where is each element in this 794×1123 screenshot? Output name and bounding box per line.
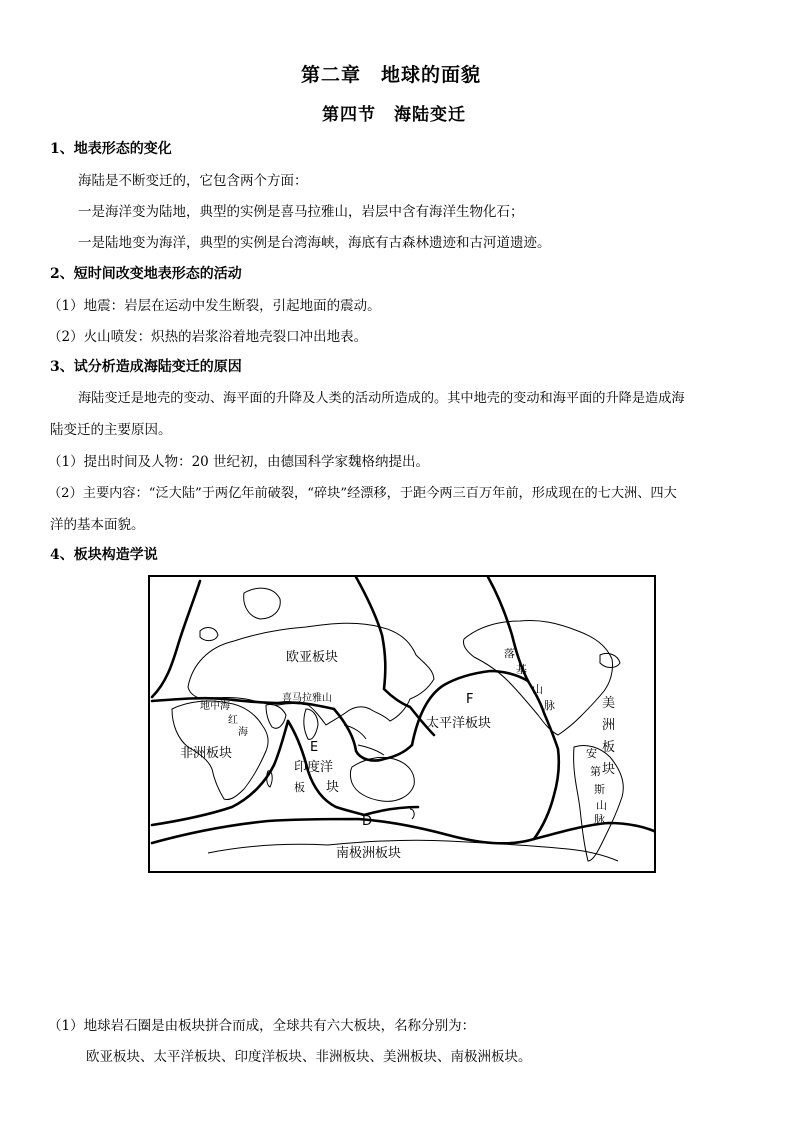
- label-rockies-3: 山: [532, 683, 543, 696]
- label-american-1: 美: [602, 696, 616, 711]
- label-red-sea-1: 红: [228, 715, 238, 726]
- label-andes-5: 脉: [594, 813, 605, 826]
- label-andes-1: 安: [586, 747, 597, 760]
- label-rockies-2: 基: [516, 663, 527, 676]
- label-mediterranean: 地中海: [200, 701, 230, 712]
- s3-para-line2: 陆变迁的主要原因。: [50, 422, 172, 438]
- s1-line1: 一是海洋变为陆地，典型的实例是喜马拉雅山，岩层中含有海洋生物化石；: [78, 204, 524, 220]
- chapter-title: 第二章 地球的面貌: [301, 64, 482, 86]
- s1-line2: 一是陆地变为海洋，典型的实例是台湾海峡，海底有古森林遗迹和古河道遗迹。: [78, 235, 551, 251]
- label-F: F: [466, 692, 474, 707]
- label-american-3: 板: [602, 740, 616, 755]
- label-D: D: [362, 814, 373, 829]
- heading-4: 4、板块构造学说: [50, 547, 158, 563]
- label-rockies-1: 落: [504, 647, 515, 660]
- s2-item2: （2）火山喷发：炽热的岩浆浴着地壳裂口冲出地表。: [48, 329, 368, 345]
- plate-tectonics-map: [148, 575, 656, 873]
- heading-3: 3、试分析造成海陆变迁的原因: [50, 359, 242, 375]
- heading-2: 2、短时间改变地表形态的活动: [50, 266, 242, 282]
- label-indian-plate-char: 板: [294, 781, 305, 794]
- label-african-plate: 非洲板块: [180, 746, 233, 761]
- s3-item2-line2: 洋的基本面貌。: [50, 517, 145, 533]
- label-rockies-4: 脉: [544, 699, 555, 712]
- label-pacific-plate: 太平洋板块: [426, 716, 492, 731]
- label-antarctic-plate: 南极洲板块: [336, 846, 402, 861]
- label-american-4: 块: [602, 762, 616, 777]
- label-indian-plate: 印度洋: [294, 760, 334, 775]
- q1-line2: 欧亚板块、太平洋板块、印度洋板块、非洲板块、美洲板块、南极洲板块。: [86, 1049, 532, 1065]
- label-andes-2: 第: [590, 765, 601, 778]
- label-eurasian-plate: 欧亚板块: [286, 650, 339, 665]
- label-andes-3: 斯: [594, 783, 605, 796]
- label-red-sea-2: 海: [238, 727, 248, 738]
- label-E: E: [310, 740, 319, 755]
- s1-intro: 海陆是不断变迁的，它包含两个方面：: [78, 173, 308, 189]
- s3-item1: （1）提出时间及人物：20 世纪初，由德国科学家魏格纳提出。: [48, 454, 430, 470]
- label-andes-4: 山: [596, 799, 607, 812]
- s3-para-line1: 海陆变迁是地壳的变动、海平面的升降及人类的活动所造成的。其中地壳的变动和海平面的升降是造成海: [78, 391, 685, 406]
- q1-line1: （1）地球岩石圈是由板块拼合而成，全球共有六大板块，名称分别为：: [48, 1018, 476, 1034]
- label-indian-plate-char2: 块: [326, 780, 340, 795]
- label-american-2: 洲: [602, 718, 616, 733]
- section-title: 第四节 海陆变迁: [322, 105, 466, 125]
- s2-item1: （1）地震：岩层在运动中发生断裂，引起地面的震动。: [48, 298, 381, 314]
- heading-1: 1、地表形态的变化: [50, 141, 172, 157]
- s3-item2-line1: （2）主要内容：“泛大陆”于两亿年前破裂，“碎块”经漂移，于距今两三百万年前，形成现在的七大洲、四大: [48, 486, 677, 501]
- label-himalaya: 喜马拉雅山: [282, 693, 332, 704]
